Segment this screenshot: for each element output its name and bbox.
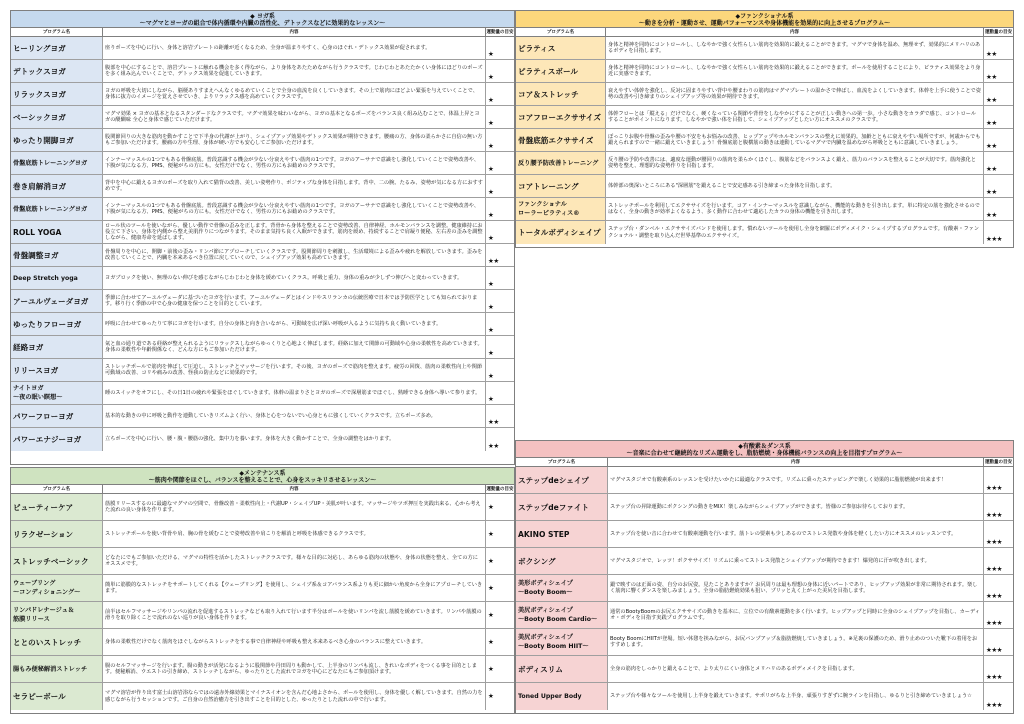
intensity-stars: ★★ bbox=[986, 211, 997, 219]
program-description: 鍛で映すのは正面の姿、自分のお尻姿。見たことありますか？お尻周りは最も理想の身体に近いパートであり、ヒップアップ効果が非常に期待されます。楽しく筋肉に響くダンスを楽しみましょう。全身の脂肪燃焼効果も狙い、プリッと丸く上がった美尻を目指します。 bbox=[608, 575, 984, 601]
program-description: どなたにでもご参加いただける、マグマの特性を活かしたストレッチクラスです。様々な目的に対応し、あらゆる筋肉の状態や、身体の状態を整え、全ての方にオススメです。 bbox=[103, 548, 486, 574]
intensity-stars: ★★ bbox=[488, 442, 499, 450]
program-description: 季節に合わせてアーユルヴェーダに基づいたヨガを行います。アーユルヴェーダとはインドやスリランカの伝統医療で日本では予防医学としても知られております。移り行く季節の中で心身の健康を保つことを目的としています。 bbox=[103, 290, 486, 312]
program-description: ロール状のツールを使いながら、優しい動作で骨盤の歪みを正します。背骨から身体を整えることで姿勢改善、自律神経、ホルモンバランスを調整。健康維持にお役立て下さい。身体を内側から整え美肌作りにつながります。そのまま気持ち良く入眠ができます。筋肉を緩め、持続することで肩凝り便秘、左右差の歪みを調整しながら、健康寿命を延ばします。 bbox=[103, 221, 486, 243]
program-name: ゆったりフローヨガ bbox=[11, 313, 103, 335]
program-name: 腸もみ便秘解消ストレッチ bbox=[11, 656, 103, 682]
intensity-stars: ★ bbox=[488, 529, 494, 538]
program-name: 骨盤底筋トレーニングヨガ bbox=[11, 198, 103, 220]
intensity-stars: ★ bbox=[488, 165, 494, 173]
table-row bbox=[11, 83, 514, 106]
table-row bbox=[11, 129, 514, 152]
program-name: ボクシング bbox=[516, 548, 608, 574]
table-row bbox=[11, 336, 514, 359]
program-description: ストレッチポールを使い背骨や肩、胸の骨を緩むことで姿勢改善や肩こりを解消と呼吸を体感できるクラスです。 bbox=[103, 521, 486, 547]
functional-title: ◆ファンクショナル系 bbox=[735, 13, 794, 20]
table-row bbox=[11, 428, 514, 451]
dance-subtitle: ～音楽に合わせて継続的なリズム運動をし、脂肪燃焼・身体機能バランスの向上を目指すプログラム～ bbox=[626, 450, 903, 457]
col-name: プログラム名 bbox=[11, 28, 103, 36]
program-description: 呼吸に合わせてゆったりて寧にヨガを行います。自分の身体と向き合いながら、可動域を広げ深い呼吸が入るように気持ち良く動いていきます。 bbox=[103, 313, 486, 335]
col-content: 内容 bbox=[103, 28, 486, 36]
intensity-stars: ★ bbox=[488, 502, 494, 511]
intensity-stars: ★ bbox=[488, 395, 494, 403]
intensity-stars: ★ bbox=[488, 73, 494, 81]
maintenance-section bbox=[10, 467, 515, 714]
dance-header bbox=[516, 441, 1013, 458]
program-description: 全身の筋肉をしっかりと鍛えることで、より太りにくい身体とメリハリのあるボディメイクを目指します。 bbox=[608, 656, 984, 682]
program-name: ストレッチベーシック bbox=[11, 548, 103, 574]
table-row bbox=[516, 198, 1013, 221]
program-description: 氣と血の通り道である経絡が整えられるようにリラックスしながらゆっくりと心地よく伸ばします。経絡に加えて関節の可動域や心身の柔軟性を高めていきます。身体の柔軟性や年齢関係なく、どんな方にもご参加いただけます。 bbox=[103, 336, 486, 358]
table-row bbox=[11, 60, 514, 83]
table-row bbox=[516, 467, 1013, 494]
table-row bbox=[11, 382, 514, 405]
program-name: 経路ヨガ bbox=[11, 336, 103, 358]
intensity-stars: ★ bbox=[488, 211, 494, 219]
table-row bbox=[11, 267, 514, 290]
program-name: トータルボディシェイプ bbox=[516, 221, 606, 244]
program-description: 身体と精神を同時にコントロールし、しなやかで強く女性らしい筋肉を効果的に鍛えることができます。ボールを使用することにより、ピラティス効果をより身近に実感できます。 bbox=[606, 60, 984, 82]
intensity-stars: ★ bbox=[488, 119, 494, 127]
program-description: 体幹部の奥深いところにある"深層筋"を鍛えることで安定感ある引き締まった身体を目指します。 bbox=[606, 175, 984, 197]
program-name: リリースヨガ bbox=[11, 359, 103, 381]
program-name: ウェーブリング ～コンディショニング～ bbox=[11, 575, 103, 601]
program-name: デトックスヨガ bbox=[11, 60, 103, 82]
program-description: インナーマッスルの1つでもある骨盤底筋。普段意識する機会が少ない分衰えやすい筋肉の1つです。ヨガのアーサナで意識をし強化していくことで姿勢改善や、下腹が気になる方、PMS、便秘がちの方にも。女性だけでなく、男性の方にもお勧めのクラスです。 bbox=[103, 198, 486, 220]
intensity-stars: ★ bbox=[488, 664, 494, 673]
program-description: 背中を中心に鍛えるヨガのポーズを取り入れて猫背の改善、美しい姿勢作り、ポジティブな身体を目指します。背中、二の腕、たるみ、姿勢が気になる方におすすめです。 bbox=[103, 175, 486, 197]
intensity-stars: ★★ bbox=[488, 418, 499, 426]
intensity-stars: ★★★ bbox=[986, 646, 1002, 654]
intensity-stars: ★ bbox=[488, 583, 494, 592]
program-description: ストレッチポールで筋肉を伸ばして圧迫し、ストレッチとマッサージを行います。その後、ヨガのポーズで筋肉を整えます。疲労の回復、筋肉の柔軟性向上や関節可動域の改善、コリや痛みの改善、怪我の防止などに効果的です。 bbox=[103, 359, 486, 381]
program-description: 腹部を中心にすることで、溶岩プレートに触れる機会を多く得ながら、より身体をあたためながら行うクラスです。じわじわとあたたかくい身体にほどりのポーズを多く組み込んでいくことで、デトックス効果を促進していきます。 bbox=[103, 60, 486, 82]
program-name: コアフローエクササイズ bbox=[516, 106, 606, 128]
program-description: Booty BoomにHIITが登場。短い休憩を挟みながら、お尻バンプアップ＆脂肪燃焼していきましょう。※足裏の保護のため、滑り止めのついた靴下の着用をおすすめします。 bbox=[608, 629, 984, 655]
dance-section bbox=[515, 440, 1014, 714]
intensity-stars: ★ bbox=[488, 349, 494, 357]
intensity-stars: ★ bbox=[488, 142, 494, 150]
intensity-stars: ★★ bbox=[986, 96, 997, 104]
program-name: Deep Stretch yoga bbox=[11, 267, 103, 289]
dance-column-header bbox=[516, 458, 1013, 467]
program-name: 骨盤底筋トレーニングヨガ bbox=[11, 152, 103, 174]
table-row bbox=[516, 175, 1013, 198]
program-description: マグマ効果 × ヨガの基本となるスタンダードなクラスです。マグマ効果を味わいながら、ヨガの基本となるポーズをバランス良く組み込むことで、体温上昇とヨガの醍醐味 全心と身体で感じていただけます。 bbox=[103, 106, 486, 128]
intensity-stars: ★★★ bbox=[986, 592, 1002, 600]
intensity-stars: ★★★ bbox=[986, 235, 1002, 243]
table-row bbox=[11, 290, 514, 313]
table-row bbox=[11, 221, 514, 244]
program-description: 腸のセルフマッサージを行います。腸の動きが活発になるように股関節や丹田周りも動かして、上半身のリンパも流し、きれいなボディをつくる事を目的とします。便秘解消、ウエストの引き締め、ストレッチしながら、ゆったりとした流れでヨガを中心にどなたにもご参加頂けます。 bbox=[103, 656, 486, 682]
program-description: ヨガの呼吸を大切にしながら、脳梗ありすまえへんなくゆるめていくことで全身の血流を良くしていきます。その上で筋肉にほどよい緊張を与えていくことで、身体に抜力のイメージを覚えさせていき、よりリラックス感を高めていくクラスです。 bbox=[103, 83, 486, 105]
table-row bbox=[11, 175, 514, 198]
program-name: 巻き肩解消ヨガ bbox=[11, 175, 103, 197]
program-name: ナイトヨガ ～夜の眠い瞑想～ bbox=[11, 382, 103, 404]
program-description: 骨盤周りを中心に、開脚・前後の歪み・リンパ節にアプローチしていくクラスです。股関節周りを刺激し、生活環境による歪みや疲れを解放していきます。歪みを改善していくことで、内臓を本来あるべき位置に戻していくので、シェイプアップ効果も高めていきます。 bbox=[103, 244, 486, 266]
program-description: 座りポーズを中心に行い、身体と溶岩プレートの距離が近くなるため、全身が温まりやすく、心身のほぐれ・デトックス効果が促されます。 bbox=[103, 37, 486, 59]
table-row bbox=[516, 494, 1013, 521]
functional-header bbox=[516, 11, 1013, 28]
intensity-stars: ★★ bbox=[986, 119, 997, 127]
program-name: リラクゼーション bbox=[11, 521, 103, 547]
program-name: ROLL YOGA bbox=[11, 221, 103, 243]
dance-title: ◆有酸素＆ダンス系 bbox=[738, 443, 791, 450]
intensity-stars: ★★ bbox=[986, 73, 997, 81]
table-row bbox=[516, 548, 1013, 575]
program-name: ステップdeファイト bbox=[516, 494, 608, 520]
program-description: ステップ台・ダンベル・エクササイズバンドを使用します。慣れないツールを使用し全身を網羅にボディメイク・シェイプするプログラムです。有酸素・ファンクショナル・調整を取り込んだ世界基準のエクササイズ。 bbox=[606, 221, 984, 244]
yoga-rows bbox=[11, 37, 514, 451]
table-row bbox=[516, 129, 1013, 152]
table-row bbox=[11, 521, 514, 548]
program-description: マグマスタジオで、レッツ！ボクササイズ！リズムに乗ってストレス発散とシェイプアップが期待できます！爆発的に汗が吹き出します。 bbox=[608, 548, 984, 574]
table-row bbox=[11, 656, 514, 683]
table-row bbox=[516, 221, 1013, 244]
yoga-header bbox=[11, 11, 514, 28]
intensity-stars: ★★ bbox=[986, 165, 997, 173]
yoga-subtitle: ～マグマとヨーガの組合で体内循環や内臓の活性化、デトックスなどに効果的なレッスン～ bbox=[139, 20, 386, 27]
table-row bbox=[11, 106, 514, 129]
program-name: Toned Upper Body bbox=[516, 683, 608, 710]
program-name: パワーフローヨガ bbox=[11, 405, 103, 427]
program-name: ステップdeシェイプ bbox=[516, 467, 608, 493]
table-row bbox=[11, 152, 514, 175]
program-name: 反り腰予防改善トレーニング bbox=[516, 152, 606, 174]
table-row bbox=[516, 37, 1013, 60]
col-level: 運動量の目安 bbox=[486, 487, 514, 492]
program-description: 基本的な動きの中に呼吸と動作を連動していきリズムよく行い、身体と心をつないでい心身ともに強くしていくクラスです。立ちポーズ多め。 bbox=[103, 405, 486, 427]
intensity-stars: ★ bbox=[488, 96, 494, 104]
dance-rows bbox=[516, 467, 1013, 710]
maintenance-title: ◆メンテナンス系 bbox=[239, 470, 286, 477]
program-name: ととのいストレッチ bbox=[11, 629, 103, 655]
yoga-section bbox=[10, 10, 515, 465]
col-level: 運動量の目安 bbox=[985, 460, 1012, 465]
program-description: ヨガブロックを使い、無理のない伸びを感じながらじわじわと身体を緩めていくクラス。呼吸と重力、身体の重みが少しずつ伸びへと変わっていきます。 bbox=[103, 267, 486, 289]
intensity-stars: ★★ bbox=[488, 257, 499, 265]
intensity-stars: ★★★ bbox=[986, 484, 1002, 492]
program-name: セラピーボール bbox=[11, 683, 103, 710]
table-row bbox=[516, 521, 1013, 548]
intensity-stars: ★ bbox=[488, 372, 494, 380]
maintenance-rows bbox=[11, 494, 514, 710]
program-name: 美形ボディシェイプ ～Booty Boom～ bbox=[516, 575, 608, 601]
program-name: 骨盤底筋エクササイズ bbox=[516, 129, 606, 151]
program-name: AKINO STEP bbox=[516, 521, 608, 547]
table-row bbox=[516, 106, 1013, 129]
table-row bbox=[516, 656, 1013, 683]
program-description: マグマ溶岩が作り出す富士山溶岩浴ならではの遠赤外線効果とマイナスイオンを含んだ心地よさから、ボールを使用し、身体を優しく解していきます。自然の力を感じながら行うセッションです。ご自身の自然治癒力を引き出すことを目的とした、ゆったりとした流れの中で行います。 bbox=[103, 683, 486, 710]
table-row bbox=[516, 83, 1013, 106]
program-description: 身体と精神を同時にコントロールし、しなやかで強く女性らしい筋肉を効果的に鍛えることができます。マグマで身体を温め、無理せず、効果的にメリハリのあるボディを目指します。 bbox=[606, 37, 984, 59]
table-row bbox=[11, 575, 514, 602]
program-description: ストレッチポールを利用してエクササイズを行います。コア・インナーマッスルを意識しながら、機能的な動きを引き出します。単に特定の筋を強化させるのではなく、全身の動きが効率よくなるよう、多く動作に合わせて適応したカラの身体の機能を引き出します。 bbox=[606, 198, 984, 220]
col-name: プログラム名 bbox=[11, 485, 103, 493]
col-content: 内容 bbox=[103, 485, 486, 493]
maintenance-header bbox=[11, 468, 514, 485]
program-description: 睡のスイッチをオフにし、その日1日の疲れや緊張をほぐしていきます。体幹の温まりさとヨガのポーズで深層筋までほぐし、熟睡できる身体へ導いて参ります。 bbox=[103, 382, 486, 404]
table-row bbox=[11, 629, 514, 656]
program-name: コア＆ストレッチ bbox=[516, 83, 606, 105]
program-description: 体幹フローとは「縦える」だけでなく、硬くなっている関節や背骨をしなやかにすることが正しい動きへの第一歩。小さな動きをカラダで感じ、コントロールすることがポイントになります。しなやかで強い体を目指して、シェイプアップとしたい方にオススメのクラスです。 bbox=[606, 106, 984, 128]
program-name: ビューティーケア bbox=[11, 494, 103, 520]
col-name: プログラム名 bbox=[516, 458, 608, 466]
table-row bbox=[516, 152, 1013, 175]
col-level: 運動量の目安 bbox=[985, 30, 1012, 35]
maintenance-subtitle: ～筋肉や関節をほぐし、バランスを整えることで、心身をスッキリさせるレッスン～ bbox=[148, 477, 377, 484]
intensity-stars: ★★ bbox=[986, 188, 997, 196]
program-name: ゆったり開脚ヨガ bbox=[11, 129, 103, 151]
program-description: 反り腰の予防や改善には、適度な運動が腰回りの筋肉を柔らかくほぐし、腹筋などをバランスよく鍛え、筋力のバランスを整えることが大切です。筋肉強化と姿勢を整え、理想的な姿勢作りを目指します。 bbox=[606, 152, 984, 174]
intensity-stars: ★★★ bbox=[986, 701, 1002, 709]
maintenance-column-header bbox=[11, 485, 514, 494]
program-name: ベーシックヨガ bbox=[11, 106, 103, 128]
col-level: 運動量の目安 bbox=[486, 30, 514, 35]
program-description: 立ちポーズを中心に行い、腰・腹・腰筋の強化、集中力を養います。身体を大きく動かすことで、全身の調整をはかります。 bbox=[103, 428, 486, 451]
intensity-stars: ★★★ bbox=[986, 511, 1002, 519]
col-name: プログラム名 bbox=[516, 28, 606, 36]
col-content: 内容 bbox=[608, 458, 984, 466]
program-description: 股関節回りの大きな筋肉を動かすことで下半身の代謝が上がり、シェイプアップ効果やデトックス効果が期待できます。腰痛の方、身体の柔らかさに自信の無い方もご参加いただけます。腰痛の方や生理、身体が硬い方でも安心してご参加いただけます。 bbox=[103, 129, 486, 151]
intensity-stars: ★ bbox=[488, 280, 494, 288]
yoga-title: ◆ ヨガ系 bbox=[250, 13, 275, 20]
program-name: アーユルヴェーダヨガ bbox=[11, 290, 103, 312]
program-description: 前半はセルフマッサージやリンパの流れを促進するストレッチなども取り入れて行います半分はボールを使いリンパを流し筋膜を緩めていきます。リンパや筋膜の滑りを取り除くことで流れのない巡りが良い身体を作ります。 bbox=[103, 602, 486, 628]
yoga-column-header bbox=[11, 28, 514, 37]
program-name: 骨盤調整ヨガ bbox=[11, 244, 103, 266]
intensity-stars: ★ bbox=[488, 692, 494, 700]
program-description: 筋膜リリースするのに最適なマグマの空間で、骨盤改善・柔軟性向上・代謝UP・シェイプUP・美肌が叶います。マッサージやツボ押圧を実践出来る、心から考えた流れの良い身体を作ります。 bbox=[103, 494, 486, 520]
functional-column-header bbox=[516, 28, 1013, 37]
intensity-stars: ★★ bbox=[986, 50, 997, 58]
intensity-stars: ★ bbox=[488, 188, 494, 196]
table-row bbox=[11, 683, 514, 710]
functional-subtitle: ～動きを分析・運動させ、運動パフォーマンスや身体機能を効果的に向上させるプログラム～ bbox=[638, 20, 891, 27]
program-name: ファンクショナル ローラーピラティス® bbox=[516, 198, 606, 220]
table-row bbox=[11, 602, 514, 629]
program-name: リンパドレナージュ＆ 筋膜リリース bbox=[11, 602, 103, 628]
program-description: 身体の柔軟性だけでなく筋肉をほぐしながらストレッチをする事で自律神経や呼吸も整え本来あるべき心身のバランスに整えていきます。 bbox=[103, 629, 486, 655]
intensity-stars: ★★ bbox=[986, 142, 997, 150]
intensity-stars: ★★★ bbox=[986, 565, 1002, 573]
table-row bbox=[516, 683, 1013, 710]
program-name: リラックスヨガ bbox=[11, 83, 103, 105]
intensity-stars: ★ bbox=[488, 326, 494, 334]
table-row bbox=[11, 548, 514, 575]
intensity-stars: ★ bbox=[488, 234, 494, 242]
program-name: 美尻ボディシェイプ ～Booty Boom Cardio～ bbox=[516, 602, 608, 628]
program-description: ステップ台や様々なツールを使用し上半身を鍛えていきます。サポリがちな上半身、頑張りすぎずに腕ラインを目指し、ゆるりと引き締めていきましょう☆ bbox=[608, 683, 984, 710]
table-row bbox=[11, 494, 514, 521]
table-row bbox=[11, 198, 514, 221]
intensity-stars: ★ bbox=[488, 50, 494, 58]
table-row bbox=[516, 629, 1013, 656]
functional-rows bbox=[516, 37, 1013, 244]
intensity-stars: ★★★ bbox=[986, 538, 1002, 546]
table-row bbox=[516, 602, 1013, 629]
table-row bbox=[11, 244, 514, 267]
program-description: ステップ台を使い音に合わせて有酸素運動を行います。筋トレの要素も少しあるのでストレス発散や身体を軽くしたい方にオススメのレッスンです。 bbox=[608, 521, 984, 547]
program-name: ボディスリム bbox=[516, 656, 608, 682]
program-description: ステップ台の昇降運動にボクシングの動きをMIX！楽しみながらシェイプアップができます。皆様のご参加お待ちしております。 bbox=[608, 494, 984, 520]
intensity-stars: ★★★ bbox=[986, 673, 1002, 681]
program-name: 美尻ボディシェイプ ～Booty Boom HIIT～ bbox=[516, 629, 608, 655]
program-description: 衰えやすい体幹を強化し、反対に固まりやすい背中や腰まわりの筋肉はマグマプレートの温かさで伸ばし、血流をよくしていきます。体幹を上手に使うことで姿勢の改善や引き締まりのシェイプアップ等の効果が期待できます。 bbox=[606, 83, 984, 105]
program-description: 通常のBootyBoomのお尻エクササイズの動きを基本に、立位での有酸素運動を多く行います。ヒップアップと同時に全身のシェイプアップを目指し、カーディオ・ボディを目指す実践プログラムです。 bbox=[608, 602, 984, 628]
program-name: パワーエナジーヨガ bbox=[11, 428, 103, 451]
program-description: インナーマッスルの1つでもある骨盤底筋。普段意識する機会が少ない分衰えやすい筋肉の1つです。ヨガのアーサナで意識をし強化していくことで姿勢改善や、下腹が気になる方、PMS、便秘がちの方にも。女性だけでなく、男性の方にもお勧めのクラスです。 bbox=[103, 152, 486, 174]
table-row bbox=[11, 37, 514, 60]
col-content: 内容 bbox=[606, 28, 984, 36]
table-row bbox=[11, 405, 514, 428]
intensity-stars: ★ bbox=[488, 303, 494, 311]
program-name: ピラティス bbox=[516, 37, 606, 59]
intensity-stars: ★★★ bbox=[986, 619, 1002, 627]
table-row bbox=[516, 575, 1013, 602]
intensity-stars: ★ bbox=[488, 556, 494, 565]
program-name: ピラティスボール bbox=[516, 60, 606, 82]
intensity-stars: ★ bbox=[488, 637, 494, 646]
program-name: ヒーリングヨガ bbox=[11, 37, 103, 59]
program-name: コアトレーニング bbox=[516, 175, 606, 197]
intensity-stars: ★ bbox=[488, 610, 494, 619]
program-description: マグマスタジオで有酸素系のレッスンを受けたいかたに最適なクラスです。リズムに乗ったステッピングで楽しく効果的に脂肪燃焼が出来ます！ bbox=[608, 467, 984, 493]
table-row bbox=[11, 359, 514, 382]
table-row bbox=[11, 313, 514, 336]
functional-section bbox=[515, 10, 1014, 248]
program-description: ぽっこりお腹や骨盤の歪みや腰の不安をもお悩みの改善、ヒップアップやホルモンバランスの整えに効果的。加齢とともに衰えやすい場所ですが、何歳からでも鍛えられますので一緒に鍛えていきましょう！骨盤底筋と腹横筋の動きは連動しているマグマで内臓を温めながら呼吸とともに意識していきましょう。 bbox=[606, 129, 984, 151]
program-description: 簡単に筋膜的なストレッチをサポートしてくれる【ウェーブリング】を使用し、シェイプ系＆コアバランス系よりも更に細かい角度から全身にアプローチしていきます。 bbox=[103, 575, 486, 601]
table-row bbox=[516, 60, 1013, 83]
